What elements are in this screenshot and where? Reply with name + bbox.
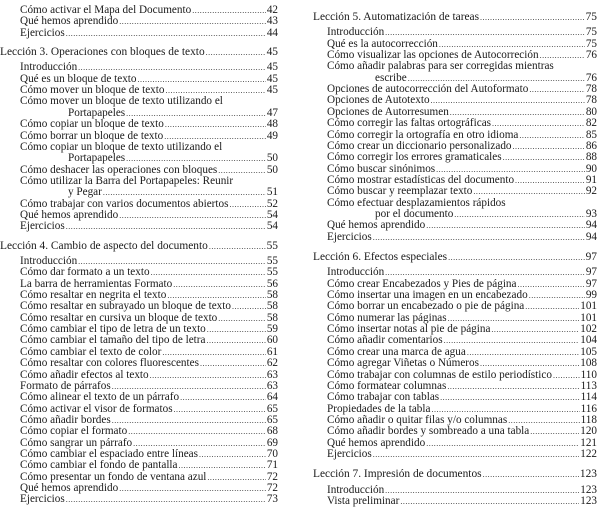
toc-entry-title: por el documento [375, 207, 454, 220]
toc-page-number: 86 [585, 139, 597, 152]
toc-page-number: 48 [266, 118, 278, 131]
dot-leader [192, 5, 266, 16]
dot-leader [206, 335, 265, 346]
toc-entry-line1: Cómo utilizar la Barra del Portapapeles: Reunir [20, 174, 234, 187]
toc-entry [20, 119, 278, 130]
toc-page-number: 75 [585, 26, 597, 39]
toc-entry-title: Cómo activar el Mapa del Documento [20, 4, 192, 16]
toc-page-number: 61 [266, 345, 278, 358]
toc-entry-title: Cómo cambiar el fondo de pantalla [20, 459, 178, 472]
toc-entry [20, 301, 278, 312]
toc-entry-title: Ejercicios [20, 26, 65, 39]
dot-leader [151, 267, 266, 278]
toc-entry [20, 494, 278, 505]
dot-leader [530, 426, 579, 437]
dot-leader [119, 483, 266, 494]
toc-page-number: 58 [266, 311, 278, 324]
toc-page-number: 82 [585, 117, 597, 130]
dot-leader [492, 118, 585, 129]
toc-entry [327, 267, 597, 278]
toc-entry-line1: Cómo añadir palabras para ser corregidas mientras [327, 60, 554, 73]
toc-entry-title: Cómo cambiar el tamaño del tipo de letra [20, 334, 206, 347]
dot-leader [373, 232, 585, 243]
toc-entry-title: Opciones de Autotexto [327, 94, 430, 107]
toc-entry [20, 62, 278, 73]
toc-entry-title: Qué hemos aprendido [20, 208, 119, 221]
toc-entry-title: Cómo insertar una imagen en un encabezado [327, 289, 528, 302]
dot-leader [218, 313, 266, 324]
toc-page-number: 88 [585, 151, 597, 164]
dot-leader [207, 472, 265, 483]
toc-entry-title: Qué hemos aprendido [20, 482, 119, 494]
toc-page-number: 118 [580, 413, 597, 426]
toc-page-number: 63 [266, 379, 278, 392]
toc-page-number: 113 [580, 379, 597, 392]
dot-leader [385, 267, 585, 278]
lesson-heading [0, 241, 278, 252]
dot-leader [126, 153, 266, 164]
toc-page-number: 64 [266, 391, 278, 404]
dot-leader [447, 381, 579, 392]
toc-entry-line1: Cómo copiar un bloque de texto utilizando el [20, 140, 223, 153]
toc-page-number: 72 [266, 482, 278, 494]
toc-entry-title: Cómo alinear el texto de un párrafo [20, 391, 180, 404]
toc-entry-title: Cómo corregir los errores gramaticales [327, 151, 502, 164]
toc-entry-title: Cómo resaltar en cursiva un bloque de texto [20, 311, 218, 324]
toc-entry-title: Lección 7. Impresión de documentos [313, 468, 482, 481]
toc-page-number: 55 [266, 255, 278, 267]
toc-page-number: 49 [266, 129, 278, 142]
toc-page-number: 73 [266, 493, 278, 506]
dot-leader [180, 392, 266, 403]
toc-entry-line1: Cómo efectuar desplazamientos rápidos [327, 196, 506, 209]
toc-page-number: 123 [580, 483, 597, 496]
toc-entry-title: Portapapeles [68, 152, 126, 165]
dot-leader [78, 62, 266, 73]
dot-leader [473, 186, 584, 197]
toc-page-number: 108 [580, 357, 597, 370]
dot-leader [119, 210, 266, 221]
dot-leader [480, 12, 585, 23]
toc-page-number: 116 [580, 402, 597, 415]
toc-page-number: 45 [266, 46, 278, 59]
dot-leader [229, 199, 265, 210]
toc-entry [327, 27, 597, 38]
toc-entry-line1: Cómo mover un bloque de texto utilizando el [20, 95, 223, 108]
toc-entry [327, 186, 597, 197]
toc-entry-title: Cómo cambiar el texto de color [20, 345, 162, 358]
toc-page-number: 43 [266, 15, 278, 28]
toc-entry-title: y Pegar [68, 186, 102, 199]
toc-entry-title: Lección 3. Operaciones con bloques de texto [0, 46, 205, 59]
toc-entry-title: Cómo presentar un fondo de ventana azul [20, 470, 207, 483]
toc-entry [20, 358, 278, 369]
toc-entry-title: Cómo crear Encabezados y Pies de página [327, 277, 517, 290]
toc-entry-title: Qué es un bloque de texto [20, 72, 137, 85]
toc-entry-title: Cómo corregir las faltas ortográficas [327, 117, 492, 130]
toc-page-number: 76 [585, 71, 597, 84]
dot-leader [440, 392, 579, 403]
toc-page-number: 44 [266, 26, 278, 39]
toc-entry-title: Opciones de autocorrección del Autoformato [327, 83, 529, 96]
toc-entry-title: Cómo crear un diccionario personalizado [327, 139, 512, 152]
toc-page-number: 54 [266, 220, 278, 233]
toc-entry-title: Cómo mostrar estadísticas del documento [327, 173, 515, 186]
toc-page-number: 99 [585, 289, 597, 302]
toc-page-number: 54 [266, 208, 278, 221]
toc-page-number: 78 [585, 83, 597, 96]
toc-page-number: 72 [266, 470, 278, 483]
dot-leader [206, 47, 266, 58]
dot-leader [553, 370, 580, 381]
toc-page-number: 122 [580, 447, 597, 460]
dot-leader [66, 221, 266, 232]
toc-page-number: 90 [585, 162, 597, 175]
toc-page-number: 65 [266, 413, 278, 426]
toc-page-number: 93 [585, 207, 597, 220]
dot-leader [112, 415, 266, 426]
toc-entry [20, 187, 278, 198]
toc-page-number: 45 [266, 72, 278, 85]
toc-page-number: 123 [580, 495, 597, 507]
toc-page-number: 55 [266, 239, 278, 252]
toc-entry-title: Introducción [327, 26, 385, 39]
toc-entry-title: Cómo buscar y reemplazar texto [327, 185, 473, 198]
lesson-heading [313, 469, 597, 480]
toc-entry-title: Cómo trabajar con varios documentos abiertos [20, 197, 229, 210]
toc-page-number: 105 [580, 345, 597, 358]
toc-page-number: 120 [580, 425, 597, 438]
toc-entry [327, 232, 597, 243]
toc-page-number: 123 [579, 468, 597, 481]
toc-entry-title: Introducción [20, 61, 78, 74]
toc-entry-title: Cómo añadir bordes y sombreado a una tabla [327, 425, 530, 438]
toc-page-number: 97 [585, 277, 597, 290]
dot-leader [207, 324, 266, 335]
toc-entry-title: Cómo borrar un encabezado o pie de página [327, 300, 525, 313]
toc-page-number: 91 [585, 173, 597, 186]
toc-entry-title: Cómo numerar las páginas [327, 311, 447, 324]
dot-leader [515, 175, 585, 186]
toc-page-number: 52 [266, 197, 278, 210]
toc-entry-title: Cómo copiar el formato [20, 425, 128, 438]
dot-leader [209, 241, 266, 252]
toc-page-number: 85 [585, 128, 597, 141]
toc-page-number: 101 [580, 300, 597, 313]
toc-entry-title: Introducción [327, 483, 385, 496]
dot-leader [173, 279, 266, 290]
dot-leader [480, 358, 579, 369]
toc-page-number: 92 [585, 185, 597, 198]
dot-leader [503, 152, 585, 163]
toc-page-number: 58 [266, 289, 278, 302]
toc-page-number: 97 [585, 251, 597, 263]
toc-entry-title: Propiedades de la tabla [327, 402, 431, 415]
toc-page-number: 60 [266, 334, 278, 347]
dot-leader [119, 16, 266, 27]
toc-page-number: 68 [266, 425, 278, 438]
dot-leader [483, 469, 579, 480]
toc-entry [20, 153, 278, 164]
toc-entry-title: Cómo borrar un bloque de texto [20, 129, 164, 142]
dot-leader [529, 84, 585, 95]
dot-leader [426, 438, 579, 449]
toc-entry-title: Cómo añadir bordes [20, 413, 111, 426]
toc-page-number: 102 [580, 323, 597, 336]
toc-entry [20, 392, 278, 403]
dot-leader [385, 485, 579, 496]
toc-page-number: 75 [585, 11, 597, 23]
toc-entry-title: Cómo dar formato a un texto [20, 266, 150, 279]
toc-page-number: 42 [266, 4, 278, 16]
toc-entry-title: Opciones de Autorresumen [327, 105, 449, 118]
dot-leader [179, 460, 266, 471]
toc-entry-title: Cómo trabajar con columnas de estilo periodístico [327, 368, 552, 381]
dot-leader [165, 119, 266, 130]
toc-entry-title: Introducción [327, 266, 385, 279]
toc-page-number: 45 [266, 84, 278, 97]
toc-page-number: 59 [266, 323, 278, 336]
toc-page-number: 55 [266, 266, 278, 279]
lesson-heading [0, 47, 278, 58]
toc-entry-title: Cómo activar el visor de formatos [20, 402, 173, 415]
lesson-heading [313, 12, 597, 23]
toc-entry [20, 16, 278, 27]
toc-entry-title: Portapapeles [68, 106, 126, 119]
dot-leader [150, 370, 266, 381]
toc-entry-title: Cómo agregar Viñetas o Números [327, 357, 479, 370]
toc-entry-title: Cómo deshacer las operaciones con bloques [20, 163, 218, 176]
toc-entry-title: escribe [375, 71, 407, 84]
toc-entry-title: Vista preliminar [327, 495, 400, 507]
toc-page-number: 50 [266, 152, 278, 165]
toc-entry-title: Qué hemos aprendido [327, 219, 426, 232]
toc-entry-title: Ejercicios [20, 493, 65, 506]
dot-leader [491, 324, 579, 335]
dot-leader [174, 404, 266, 415]
toc-entry [20, 28, 278, 39]
dot-leader [454, 209, 585, 220]
toc-entry [327, 392, 597, 403]
toc-page-number: 50 [266, 163, 278, 176]
toc-page-number: 104 [580, 334, 597, 347]
toc-page-number: 75 [585, 37, 597, 50]
toc-entry-title: La barra de herramientas Formato [20, 277, 173, 290]
toc-entry-title: Cómo crear una marca de agua [327, 345, 466, 358]
toc-entry-title: Ejercicios [327, 230, 372, 243]
dot-leader [103, 187, 266, 198]
dot-leader [128, 426, 266, 437]
dot-leader [232, 301, 266, 312]
toc-page-number: 94 [585, 219, 597, 232]
dot-leader [400, 496, 579, 507]
toc-page-number: 114 [580, 391, 597, 404]
toc-entry [20, 460, 278, 471]
toc-entry-title: Cómo resaltar en negrita el texto [20, 289, 167, 302]
toc-page-number: 63 [266, 368, 278, 381]
dot-leader [199, 449, 266, 460]
toc-page-number: 51 [266, 186, 278, 199]
dot-leader [66, 28, 266, 39]
toc-entry [20, 267, 278, 278]
toc-page-number: 101 [580, 311, 597, 324]
toc-entry [20, 221, 278, 232]
dot-leader [529, 290, 585, 301]
toc-entry-title: Cómo corregir la ortografía en otro idioma [327, 128, 519, 141]
toc-entry-title: Cómo añadir o quitar filas y/o columnas [327, 413, 508, 426]
toc-entry [327, 118, 597, 129]
toc-page-number: 65 [266, 402, 278, 415]
toc-entry-title: Ejercicios [327, 447, 372, 460]
toc-entry-title: Cómo buscar sinónimos [327, 162, 436, 175]
toc-entry-title: Ejercicios [20, 220, 65, 233]
toc-entry [327, 220, 597, 231]
lesson-heading [313, 252, 597, 263]
toc-page-number: 78 [585, 94, 597, 107]
toc-entry-title: Cómo cambiar el espaciado entre líneas [20, 447, 198, 460]
toc-entry-title: Cómo mover un bloque de texto [20, 84, 165, 97]
toc-entry-title: Introducción [20, 255, 78, 267]
toc-page-number: 56 [266, 277, 278, 290]
toc-entry-title: Cómo trabajar con tablas [327, 391, 440, 404]
toc-entry [20, 426, 278, 437]
toc-page-number: 121 [580, 436, 597, 449]
toc-entry-title: Cómo resaltar con colores fluorescentes [20, 357, 199, 370]
toc-page-number: 70 [266, 447, 278, 460]
toc-entry [327, 152, 597, 163]
toc-entry-title: Cómo copiar un bloque de texto [20, 118, 164, 131]
toc-entry-title: Lección 6. Efectos especiales [313, 251, 448, 263]
dot-leader [467, 347, 579, 358]
toc-page-number: 58 [266, 300, 278, 313]
toc-entry-title: Cómo visualizar las opciones de Autocorreción [327, 49, 539, 62]
toc-page-number: 97 [585, 266, 597, 279]
dot-leader [448, 252, 585, 263]
toc-page-number: 47 [266, 106, 278, 119]
toc-entry-title: Qué hemos aprendido [327, 436, 426, 449]
toc-page-number: 71 [266, 459, 278, 472]
toc-entry [327, 449, 597, 460]
toc-page-number: 69 [266, 436, 278, 449]
toc-entry-title: Cómo añadir efectos al texto [20, 368, 149, 381]
toc-entry-title: Cómo resaltar en subrayado un bloque de texto [20, 300, 231, 313]
dot-leader [431, 95, 585, 106]
toc-entry [327, 496, 597, 507]
toc-entry-title: Lección 4. Cambio de aspecto del documento [0, 239, 208, 252]
dot-leader [426, 220, 585, 231]
toc-entry-title: Qué hemos aprendido [20, 15, 119, 28]
toc-page-number: 110 [580, 368, 597, 381]
toc-entry [327, 358, 597, 369]
toc-page-number: 80 [585, 105, 597, 118]
toc-entry-title: Lección 5. Automatización de tareas [313, 11, 480, 23]
toc-entry [327, 301, 597, 312]
toc-page-number: 62 [266, 357, 278, 370]
toc-entry-title: Formato de párrafos [20, 379, 111, 392]
toc-entry-title: Cómo formatear columnas [327, 379, 447, 392]
toc-entry-title: Cómo insertar notas al pie de página [327, 323, 491, 336]
toc-page-number: 76 [585, 49, 597, 62]
toc-entry-title: Qué es la autocorrección [327, 37, 438, 50]
dot-leader [373, 449, 579, 460]
toc-entry [327, 426, 597, 437]
dot-leader [385, 27, 585, 38]
dot-leader [200, 358, 266, 369]
toc-page-number: 45 [266, 61, 278, 74]
toc-entry-title: Cómo sangrar un párrafo [20, 436, 133, 449]
dot-leader [519, 130, 584, 141]
dot-leader [66, 494, 266, 505]
dot-leader [513, 141, 585, 152]
dot-leader [525, 301, 579, 312]
toc-page-number: 94 [585, 230, 597, 243]
toc-entry-title: Cómo cambiar el tipo de letra de un texto [20, 323, 206, 336]
toc-entry-title: Cómo añadir comentarios [327, 334, 443, 347]
